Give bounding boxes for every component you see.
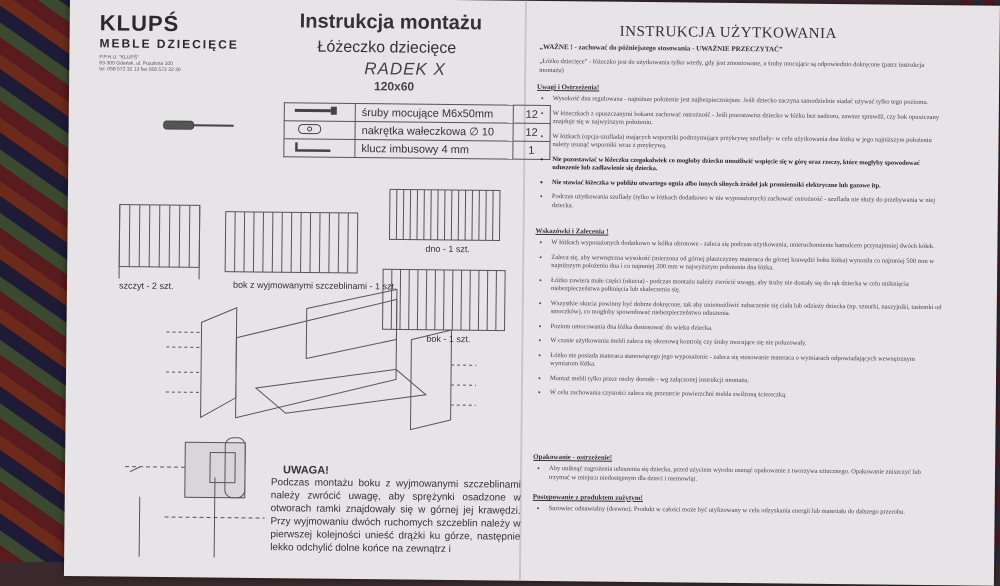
list-item: • Surowiec odnawialny (drewno). Produkt w całości może być utylizowany w celu odzyskania energii lub materiału do dalszego przerobu. xyxy=(535,505,940,518)
list-item: • Podczas użytkowania szuflady (tylko w łóżkach dodatkowo w nie wyposażonych) zachować ostrożność - szuflada nie służy do przebywania w niej dziecka. xyxy=(538,193,943,214)
removable-side-drawing xyxy=(225,212,358,273)
brand-subtitle: MEBLE DZIECIĘCE xyxy=(99,36,249,52)
address-line: P.P.H.U. "KLUPŚ" xyxy=(99,54,249,62)
list-item: • W celu zachowania czystości zaleca się przetarcie powierzchni mebla zwilżoną ściereczką. xyxy=(536,389,941,402)
model-name: RADEK X xyxy=(364,59,446,80)
list-item: • Poziom umocowania dna łóżka dostosować do wieku dziecka. xyxy=(537,322,942,335)
list-item: • Łóżko nie posiada materaca stanowiącego jego wyposażenie - zaleca się stosowanie materaca o wymiarach odpowiadających wewnętrznym wymiarom łóżka. xyxy=(536,351,941,372)
fastening-detail-drawing xyxy=(124,437,265,558)
exploded-crib-drawing xyxy=(165,287,476,430)
base-drawing xyxy=(389,189,500,240)
warning-text: Podczas montażu boku z wyjmowanymi szczeblinami należy zwrócić uwagę, aby sprężynki osadzone w otworach ramki znajdowały się w górnej jej krawędzi. Przy wyjmowaniu dwóch ruchomych szczeblin należy w pierwszej kolejności unieść drążki ku górze, następnie lekko odchylić dolne końce na zewnątrz i xyxy=(270,476,521,557)
headboard-drawing xyxy=(119,205,200,280)
side-label: bok - 1 szt. xyxy=(426,334,470,344)
screwdriver-icon xyxy=(164,121,234,130)
section-warnings-title: Uwagi i Ostrzeżenia! xyxy=(537,83,599,92)
product-name: Łóżeczko dziecięce xyxy=(317,39,456,58)
recommendations-list xyxy=(536,239,943,408)
headboard-label: szczyt - 2 szt. xyxy=(119,281,174,292)
list-item: • Wysokość dna regulowana - najniższe położenie jest najbezpieczniejsze. Jeśli dziecko zaczyna samodzielnie siadać używać tylko tego poziomu. xyxy=(539,95,944,108)
address-line: 83-300 Gdańsk, ul. Puszkina 100 xyxy=(99,60,249,68)
list-item: • W łóżkach (opcja-szuflada) mających wsporniki podtrzymujące przykrywę szuflady- w celu użytkowania dna łóżka w jego najniższym położeniu należy usunąć wsporniki wraz z przykrywą. xyxy=(538,132,943,153)
part-name: śruby mocujące M6x50mm xyxy=(355,103,513,123)
list-item: • Wszystkie okucia powinny być dobrze dokręcone, tak aby uniemożliwić zahaczenie się ciała lub odzieży dziecka (np. sznurki, naszyjniki, tasiemki od smoczków), co mogłoby spowodować niebezpieczeństwo uduszenia. xyxy=(537,299,942,320)
list-item: • Zaleca się, aby wewnętrzna wysokość (mierzona od górnej płaszczyzny materaca do górnej krawędzi boku łóżka) wynosiła co najmniej 500 mm w najniższym położeniu dna i co najmniej 200 mm w najwyższym położeniu dna łóżka. xyxy=(537,253,942,274)
usage-intro: „Łóżko dziecięce” - łóżeczko jest do użytkowania tylko wtedy, gdy jest zmontowane, a śruby mocujące są odpowiednio dokręcone (patrz instrukcja montażu) xyxy=(539,57,939,79)
packaging-list xyxy=(535,465,940,492)
list-item: • Montaż mebli tylko przez osoby dorosłe - wg załączonej instrukcji montażu. xyxy=(536,374,941,387)
section-disposal-title: Postępowanie z produktem zużytym! xyxy=(533,493,643,502)
part-name: klucz imbusowy 4 mm xyxy=(355,139,513,159)
model-size: 120x60 xyxy=(374,79,414,93)
part-qty: 12 xyxy=(513,105,550,123)
section-recommendations-title: Wskazówki i Zalecenia ! xyxy=(536,227,609,236)
part-qty: 1 xyxy=(513,141,550,159)
removable-side-label: bok z wyjmowanymi szczeblinami - 1 szt. xyxy=(233,280,397,292)
warning-title: UWAGA! xyxy=(283,464,329,476)
list-item: • Nie pozostawiać w łóżeczku czegokolwiek co mogłoby dziecku umożliwić wspięcie się w górę oraz rzeczy, które mogłyby spowodować uduszenie lub zadławienie się dziecka. xyxy=(538,155,943,176)
part-qty: 12 xyxy=(513,123,550,141)
brand-name: KLUPŚ xyxy=(100,10,250,38)
disposal-list xyxy=(535,505,940,524)
list-item: • Łóżko zawiera małe części (okucia) - podczas montażu należy zwrócić uwagę, aby śruby nie dostały się do rąk dziecka w celu uniknięcia niebezpieczeństwa połknięcia lub skaleczenia się. xyxy=(537,276,942,297)
base-label: dno - 1 szt. xyxy=(425,244,470,254)
usage-heading: INSTRUKCJA UŻYTKOWANIA xyxy=(620,24,837,43)
page-title: Instrukcja montażu xyxy=(300,10,482,35)
address-line: tel. 058 572 32 13 fax 058 572 32 30 xyxy=(99,66,249,74)
instruction-sheet xyxy=(64,0,1000,586)
warnings-list xyxy=(538,95,944,220)
important-note: „WAŻNE ! - zachować do późniejszego stosowania - UWAŻNIE PRZECZYTAĆ” xyxy=(539,43,782,54)
list-item: • Nie stawiać łóżeczka w pobliżu otwartego ognia albo innych silnych źródeł jak promienniki elektryczne lub gazowe itp. xyxy=(538,178,943,191)
list-item: • Aby uniknąć zagrożenia uduszenia się dziecka, przed użyciem wyrobu usunąć opakowanie z tworzywa sztucznego. Opakowanie zniszczyć lub trzymać w miejscu niedostępnym dla dzieci i niemowląt. xyxy=(535,465,940,486)
part-name: nakrętka wałeczkowa ∅ 10 xyxy=(355,121,513,141)
list-item: • W łóżeczkach z opuszczanymi bokami zachować ostrożność - Jeśli pozostawisz dziecko w łóżku bez nadzoru, zawsze sprawdź, czy bok opuszczany znajduje się w najwyższym położeniu. xyxy=(539,109,944,130)
list-item: • W czasie użytkowania mebli zaleca się okresową kontrolę czy śruby mocujące się nie poluzowały. xyxy=(536,337,941,350)
section-packaging-title: Opakowanie - ostrzeżenie! xyxy=(533,453,612,462)
list-item: • W łóżkach wyposażonych dodatkowo w kółka obrotowe - zaleca się podczas użytkowania, unieruchomienie hamulcem przynajmniej dwóch kółek. xyxy=(537,239,942,252)
side-drawing xyxy=(383,269,506,330)
